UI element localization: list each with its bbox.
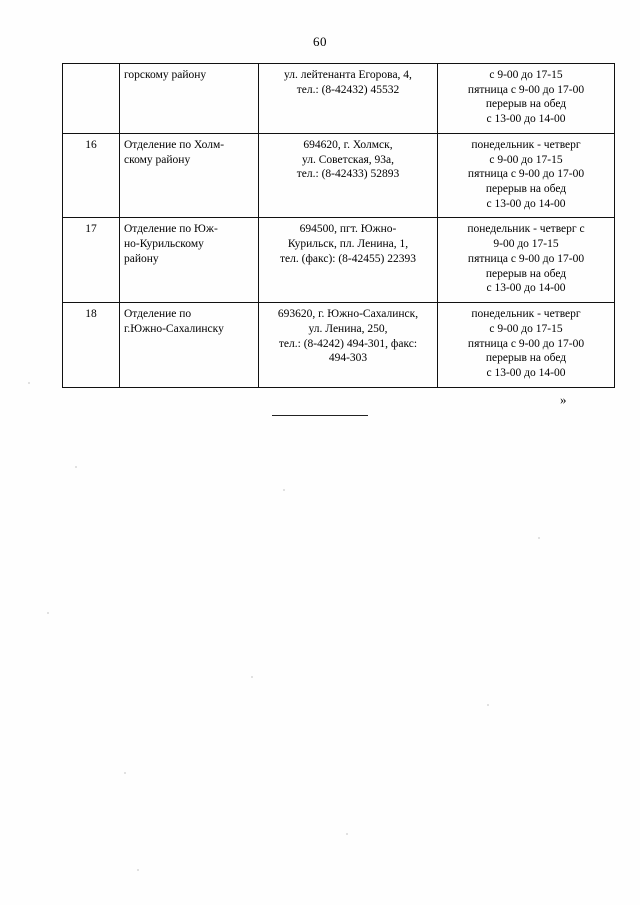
scan-speck [28,382,30,384]
hours-line: с 9-00 до 17-15 [489,322,563,335]
address-line: 693620, г. Южно-Сахалинск, [277,308,419,321]
hours-line: 9-00 до 17-15 [493,238,559,251]
scan-speck [283,489,285,491]
horizontal-rule [272,415,368,416]
address-line: тел. (факс): (8-42455) 22393 [280,252,416,265]
row-name-cell [120,133,259,218]
name-line: но-Курильскому [124,238,204,251]
hours-line: перерыв на обед [485,267,567,280]
table-row [63,64,615,134]
address-line: тел.: (8-42432) 45532 [296,83,400,96]
address-line: 694620, г. Холмск, [303,138,393,151]
name-line: Отделение по Холм- [124,138,225,151]
row-number: 16 [85,138,97,151]
row-hours-cell [438,64,615,134]
scan-speck [47,612,49,614]
row-number-cell [63,303,120,388]
address-line: тел.: (8-42433) 52893 [296,168,400,181]
hours-line: с 13-00 до 14-00 [486,282,566,295]
hours-line: перерыв на обед [485,183,567,196]
hours-line: с 9-00 до 17-15 [489,69,563,81]
table-body [63,64,615,388]
row-number: 17 [85,223,97,236]
row-address-cell [259,133,438,218]
address-line: 694500, пгт. Южно- [299,223,397,236]
hours-line: пятница с 9-00 до 17-00 [467,168,585,181]
hours-line: пятница с 9-00 до 17-00 [467,252,585,265]
address-line: ул. Ленина, 250, [308,322,388,335]
name-line: г.Южно-Сахалинску [124,322,224,335]
address-line: 494-303 [328,352,368,365]
row-address-cell [259,303,438,388]
row-number-cell [63,218,120,303]
hours-line: с 13-00 до 14-00 [486,366,566,379]
hours-line: перерыв на обед [485,98,567,111]
name-line: скому району [124,153,191,166]
page-number: 60 [313,34,327,49]
table-row [63,303,615,388]
name-line: Отделение по [124,308,192,321]
table-row [63,218,615,303]
hours-line: пятница с 9-00 до 17-00 [467,337,585,350]
row-number: 18 [85,308,97,321]
row-hours-cell [438,218,615,303]
name-line: Отделение по Юж- [124,223,218,236]
organizations-table [62,63,615,388]
scan-speck [487,704,489,706]
row-hours-cell [438,303,615,388]
row-number-cell [63,133,120,218]
name-line: району [124,252,159,265]
row-name-cell [120,303,259,388]
hours-line: понедельник - четверг с [467,223,585,236]
hours-line: с 9-00 до 17-15 [489,153,563,166]
address-line: Курильск, пл. Ленина, 1, [287,238,409,251]
scan-speck [75,466,77,468]
address-line: тел.: (8-4242) 494-301, факс: [278,337,418,350]
hours-line: пятница с 9-00 до 17-00 [467,83,585,96]
hours-line: понедельник - четверг [471,138,581,151]
row-address-cell [259,64,438,134]
row-address-cell [259,218,438,303]
hours-line: понедельник - четверг [471,308,581,321]
closing-quote: » [560,392,567,407]
scan-speck [538,537,540,539]
horizontal-rule-wrapper [0,406,640,424]
row-name-cell [120,64,259,134]
scan-speck [124,772,126,774]
row-hours-cell [438,133,615,218]
scan-speck [137,869,139,871]
address-line: ул. лейтенанта Егорова, 4, [284,69,412,81]
row-name-cell [120,218,259,303]
scan-speck [346,833,348,835]
scan-speck [251,676,253,678]
row-number-cell [63,64,120,134]
hours-line: перерыв на обед [485,352,567,365]
name-line: горскому району [124,69,207,81]
address-line: ул. Советская, 93а, [302,153,394,166]
table-row [63,133,615,218]
hours-line: с 13-00 до 14-00 [486,113,566,126]
hours-line: с 13-00 до 14-00 [486,197,566,210]
